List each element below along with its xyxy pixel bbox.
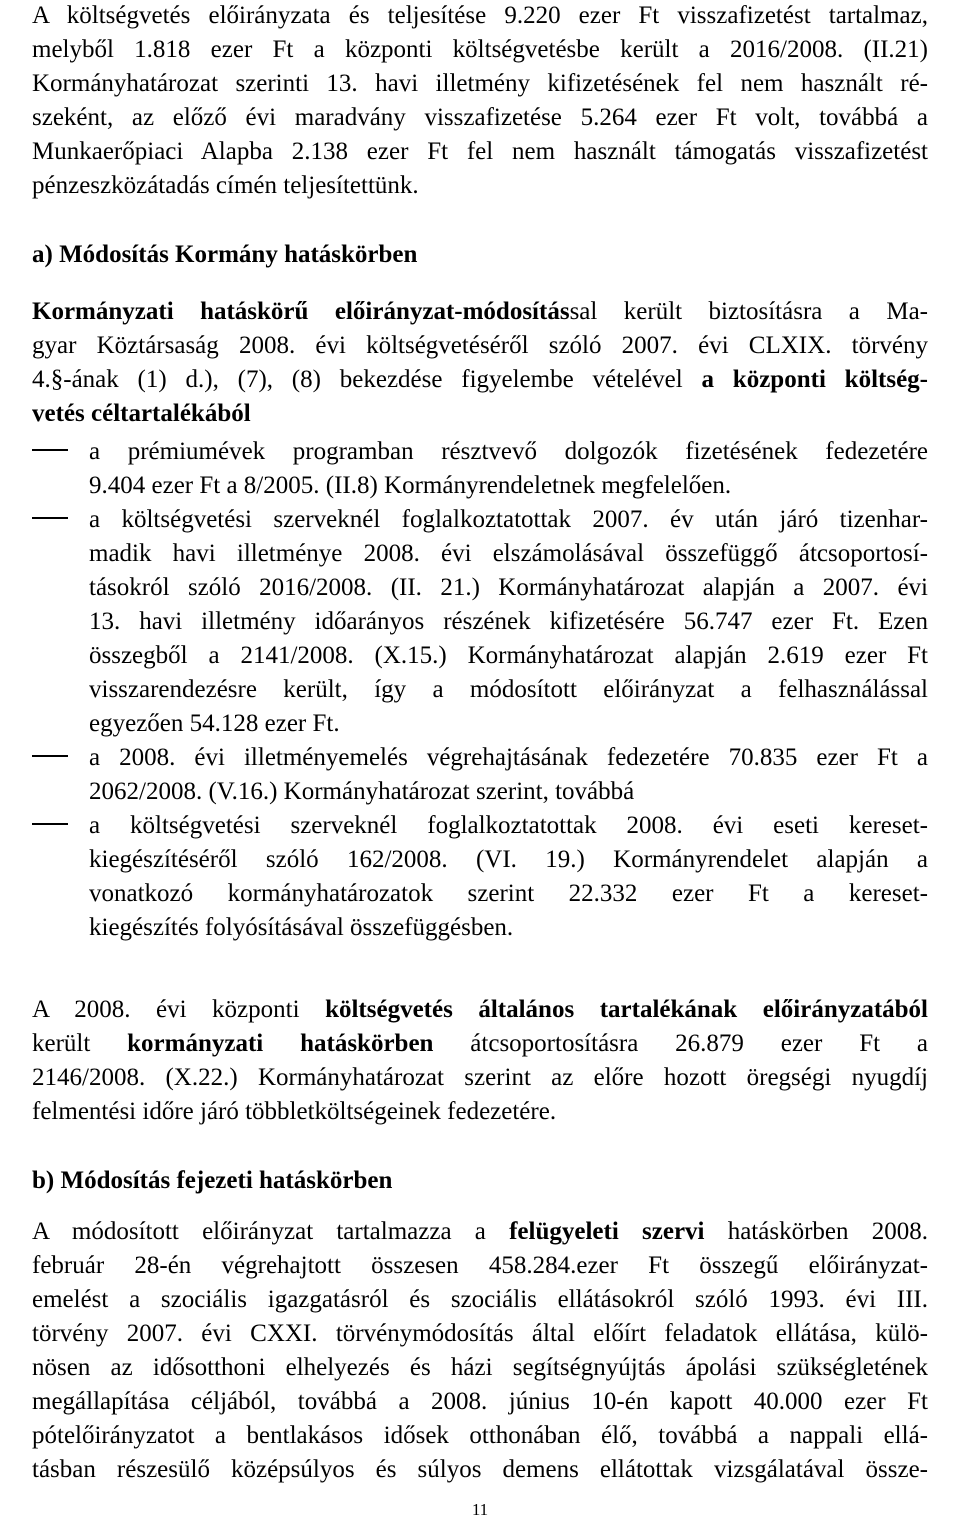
text-line: Kormányhatározat szerinti 13. havi illetmény kifizetésének fel nem használt ré- xyxy=(32,70,928,97)
text-line: visszarendezésre került, így a módosított előirányzat a felhasználással xyxy=(89,676,928,703)
text-line: 13. havi illetmény időarányos részének kifizetésére 56.747 ezer Ft. Ezen xyxy=(89,608,928,635)
text-line: a költségvetési szerveknél foglalkoztatottak 2008. évi eseti kereset- xyxy=(89,812,928,839)
text-line: 4.§-ának (1) d.), (7), (8) bekezdése figyelembe vételével a központi költség- xyxy=(32,366,929,393)
text-line: nösen az idősotthoni elhelyezés és házi segítségnyújtás ápolási szükségletének xyxy=(32,1354,928,1381)
text-line: 2146/2008. (X.22.) Kormányhatározat szerint az előre hozott öregségi nyugdíj xyxy=(32,1064,928,1091)
text-line: összegből a 2141/2008. (X.15.) Kormányhatározat alapján 2.619 ezer Ft xyxy=(89,642,928,669)
text-line: a 2008. évi illetményemelés végrehajtásának fedezetére 70.835 ezer Ft a xyxy=(89,744,928,771)
text-line: pótelőirányzatot a bentlakásos idősek otthonában élő, továbbá a nappali ellá- xyxy=(32,1422,928,1449)
text-line: Kormányzati hatáskörű előirányzat-módosítással került biztosításra a Ma- xyxy=(32,298,928,325)
dash-bullet xyxy=(32,449,68,451)
text-line: kiegészítés folyósításával összefüggésben. xyxy=(89,914,514,941)
text-line: kiegészítéséről szóló 162/2008. (VI. 19.) Kormányrendelet alapján a xyxy=(89,846,928,873)
dash-bullet xyxy=(32,755,68,757)
dash-bullet xyxy=(32,823,68,825)
text-line: 2062/2008. (V.16.) Kormányhatározat szerint, továbbá xyxy=(89,778,635,805)
text-line: madik havi illetménye 2008. évi elszámolásával összefüggő átcsoportosí- xyxy=(89,540,928,567)
section-heading-b: b) Módosítás fejezeti hatáskörben xyxy=(32,1167,393,1194)
text-line: pénzeszközátadás címén teljesítettünk. xyxy=(32,172,419,199)
text-line: február 28-én végrehajtott összesen 458.284.ezer Ft összegű előirányzat- xyxy=(32,1252,928,1279)
text-line: a költségvetési szerveknél foglalkoztatottak 2007. év után járó tizenhar- xyxy=(89,506,928,533)
text-line: a prémiumévek programban résztvevő dolgozók fizetésének fedezetére xyxy=(89,438,928,465)
text-line: Munkaerőpiaci Alapba 2.138 ezer Ft fel nem használt támogatás visszafizetést xyxy=(32,138,928,165)
page-number: 11 xyxy=(471,1500,489,1519)
text-line: tásban részesülő középsúlyos és súlyos demens ellátottak vizsgálatával össze- xyxy=(32,1456,928,1483)
text-line: A költségvetés előirányzata és teljesítése 9.220 ezer Ft visszafizetést tartalmaz, xyxy=(32,2,928,29)
text-line: tásokról szóló 2016/2008. (II. 21.) Kormányhatározat alapján a 2007. évi xyxy=(89,574,928,601)
dash-bullet xyxy=(32,517,68,519)
text-line: 9.404 ezer Ft a 8/2005. (II.8) Kormányrendeletnek megfelelően. xyxy=(89,472,732,499)
text-line: emelést a szociális igazgatásról és szociális ellátásokról szóló 1993. évi III. xyxy=(32,1286,928,1313)
text-line: megállapítása céljából, továbbá a 2008. június 10-én kapott 40.000 ezer Ft xyxy=(32,1388,928,1415)
text-line: szeként, az előző évi maradvány visszafizetése 5.264 ezer Ft volt, továbbá a xyxy=(32,104,928,131)
text-line: gyar Köztársaság 2008. évi költségvetéséről szóló 2007. évi CLXIX. törvény xyxy=(32,332,928,359)
text-line: A módosított előirányzat tartalmazza a felügyeleti szervi hatáskörben 2008. xyxy=(32,1218,928,1245)
section-heading-a: a) Módosítás Kormány hatáskörben xyxy=(32,241,418,268)
text-line: került kormányzati hatáskörben átcsoportosításra 26.879 ezer Ft a xyxy=(32,1030,928,1057)
text-line: A 2008. évi központi költségvetés általános tartalékának előirányzatából xyxy=(32,996,928,1023)
text-line: vonatkozó kormányhatározatok szerint 22.332 ezer Ft a kereset- xyxy=(89,880,928,907)
text-line: vetés céltartalékából xyxy=(32,400,251,427)
text-line: melyből 1.818 ezer Ft a központi költségvetésbe került a 2016/2008. (II.21) xyxy=(32,36,928,63)
text-line: egyezően 54.128 ezer Ft. xyxy=(89,710,340,737)
text-line: felmentési időre járó többletköltségeinek fedezetére. xyxy=(32,1098,557,1125)
text-line: törvény 2007. évi CXXI. törvénymódosítás által előírt feladatok ellátása, külö- xyxy=(32,1320,928,1347)
